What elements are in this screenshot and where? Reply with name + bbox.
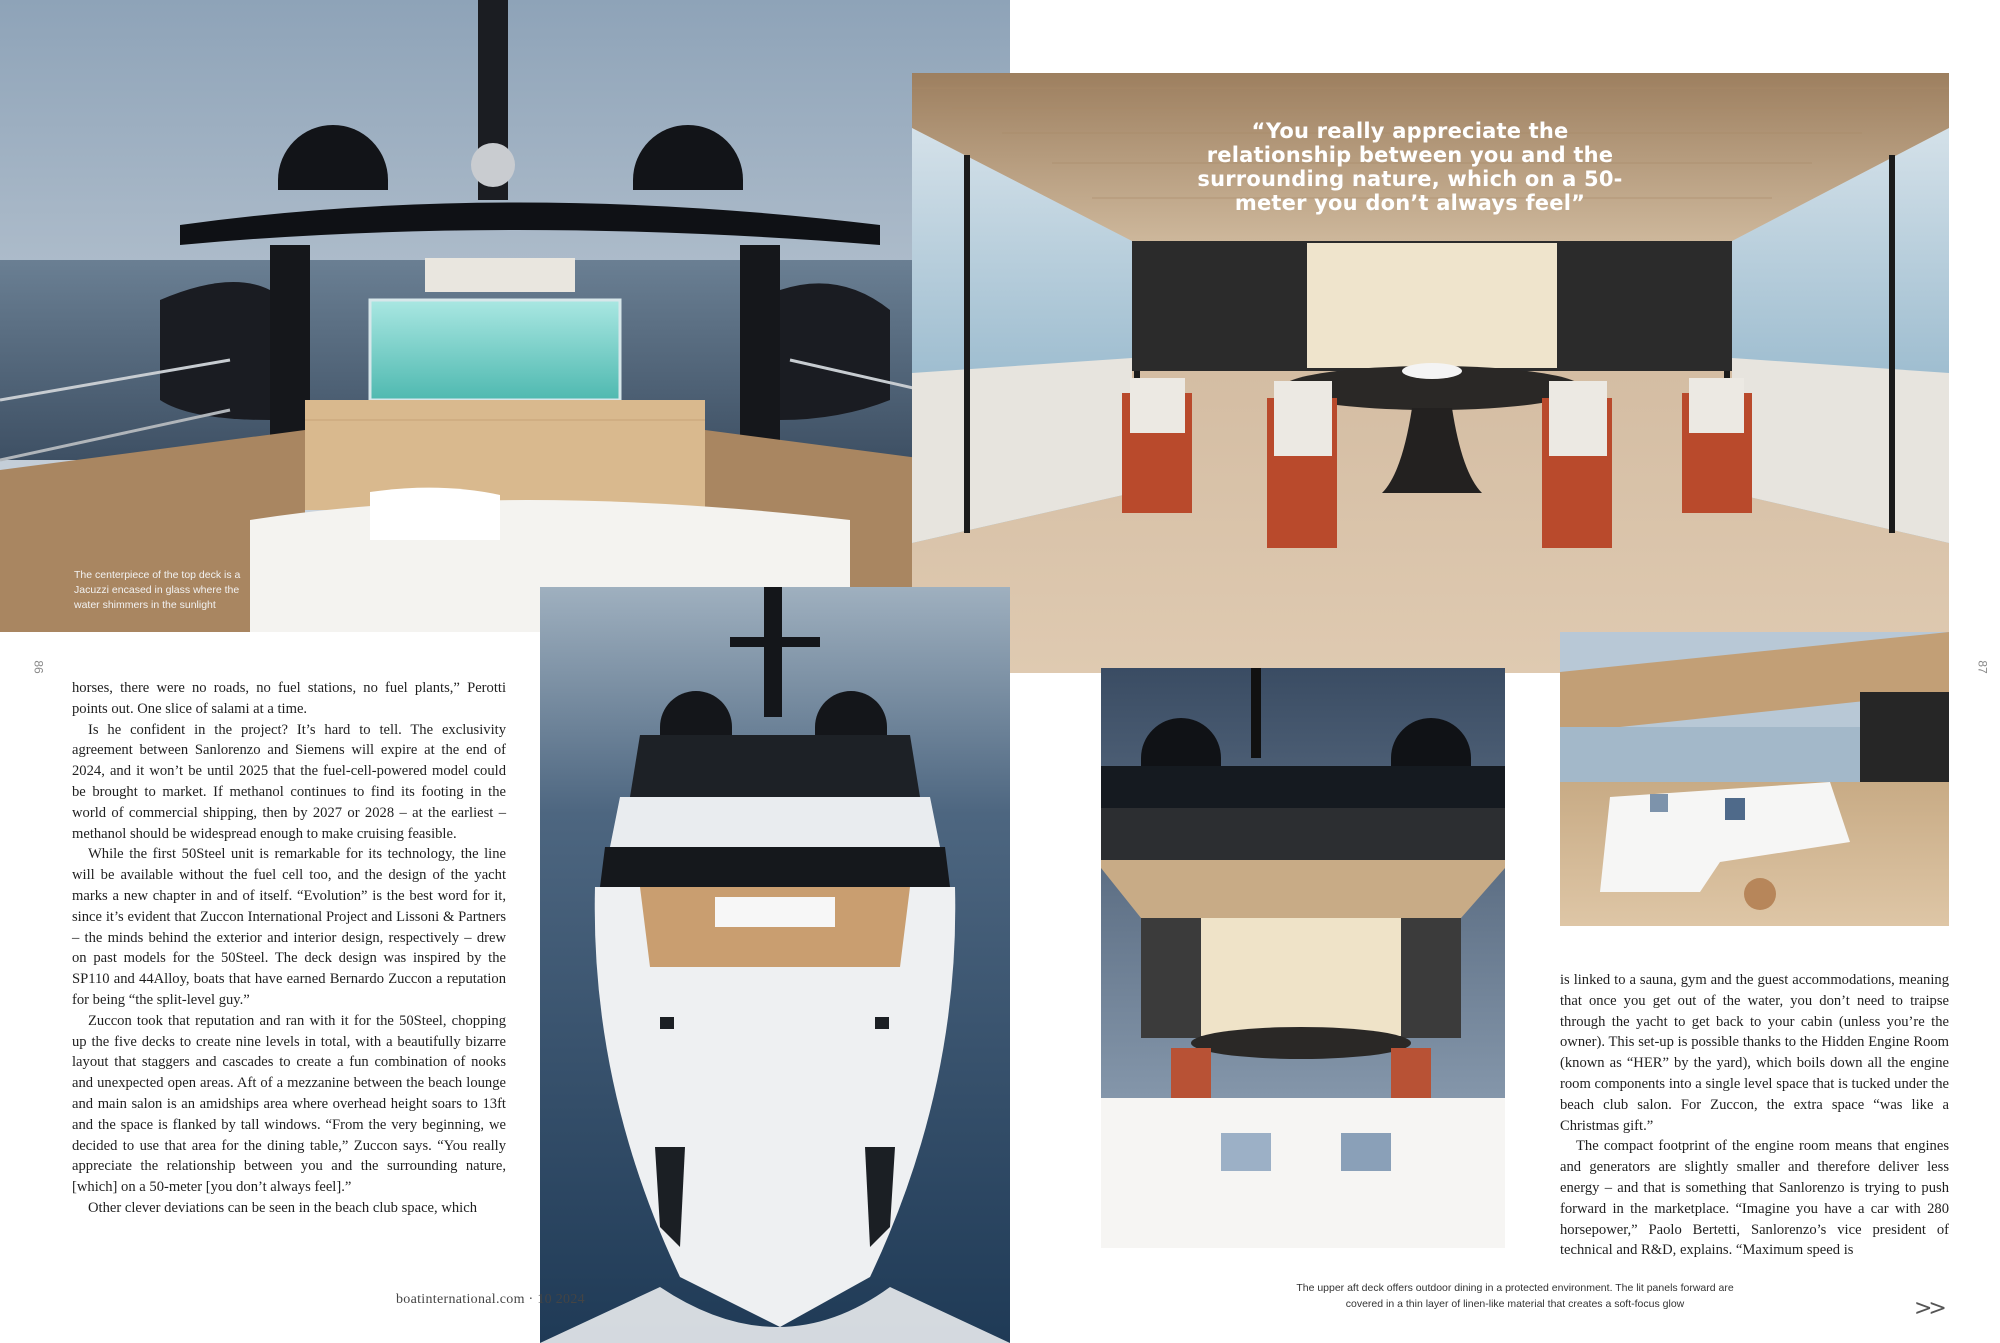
aft-deck-caption: The upper aft deck offers outdoor dining in a protected environment. The lit panels forward are covered in a thin layer of linen-like material that creates a soft-focus glow: [1296, 1282, 1734, 1310]
pull-quote: “You really appreciate the relationship between you and the surrounding nature, which on a 50-meter you don’t always feel”: [1197, 119, 1623, 215]
beach-lounge-photo: [1560, 632, 1949, 926]
next-page-arrow[interactable]: >>: [1914, 1296, 1943, 1321]
top-deck-photo: [0, 0, 1010, 632]
paragraph: The compact footprint of the engine room means that engines and generators are slightly smaller and therefore deliver less energy – and that is something that Sanlorenzo is trying to push forward in the marketplace. “Imagine you have a car with 280 horsepower,” Paolo Bertetti, Sanlorenzo’s vice president of technical and R&D, explains. “Maximum speed is: [1560, 1138, 1949, 1259]
paragraph: While the first 50Steel unit is remarkable for its technology, the line will be available without the fuel cell too, and the design of the yacht marks a new chapter in and of itself. “Evolution” is the best word for it, since it’s evident that Zuccon International Project and Lissoni & Partners – the minds behind the exterior and interior design, respectively – drew on past models for the 50Steel. The deck design was inspired by the SP110 and 44Alloy, boats that have earned Bernardo Zuccon a reputation for being “the split-level guy.”: [72, 846, 506, 1008]
body-text-right-column: [1560, 970, 1949, 1261]
yacht-aerial-photo: [540, 587, 1010, 1343]
aft-deck-lounge-photo: [1101, 668, 1505, 1248]
paragraph: Other clever deviations can be seen in the beach club space, which: [88, 1199, 478, 1216]
page-number-right: 87: [1975, 660, 1990, 674]
paragraph: horses, there were no roads, no fuel stations, no fuel plants,” Perotti points out. One slice of salami at a time.: [72, 680, 506, 717]
footer-url: boatinternational.com · 10 2024: [396, 1292, 585, 1307]
paragraph: Zuccon took that reputation and ran with it for the 50Steel, chopping up the five decks to create nine levels in total, with a beautifully bizarre layout that staggers and cascades to create a fun combination of nooks and unexpected open areas. Aft of a mezzanine between the beach lounge and main salon is an amidships area where overhead height soars to 13ft and the space is flanked by tall windows. “From the very beginning, we decided to use that area for the dining table,” Zuccon says. “You really appreciate the relationship between you and the surrounding nature, [which] on a 50-meter [you don’t always feel].”: [72, 1012, 506, 1196]
paragraph: Is he confident in the project? It’s hard to tell. The exclusivity agreement between Sanlorenzo and Siemens will expire at the end of 2024, and it won’t be until 2025 that the fuel-cell-powered model could be brought to market. If methanol continues to find its footing in the world of commercial shipping, then by 2027 or 2028 – at the earliest – methanol should be widespread enough to make cruising feasible.: [72, 721, 506, 842]
paragraph: is linked to a sauna, gym and the guest accommodations, meaning that once you get out of the water, you don’t need to traipse through the yacht to get back to your cabin (unless you’re the owner). This set-up is possible thanks to the Hidden Engine Room (known as “HER” by the yard), which boils down all the engine room components into a single level space that is tucked under the beach club salon. For Zuccon, the extra space “was like a Christmas gift.”: [1560, 972, 1949, 1134]
top-deck-caption: The centerpiece of the top deck is a Jacuzzi encased in glass where the water shimmers in the sunlight: [74, 569, 241, 611]
body-text-left-column: [72, 678, 506, 1219]
page-number-left: 86: [31, 660, 46, 674]
